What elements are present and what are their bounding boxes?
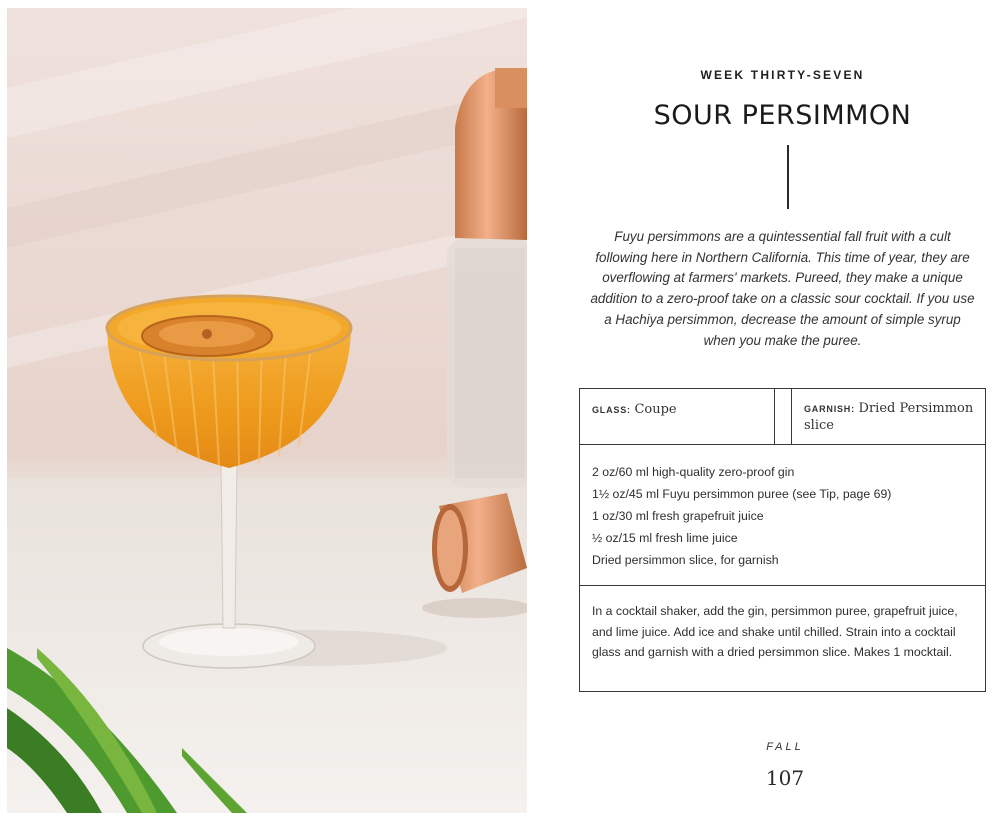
recipe-box — [579, 388, 986, 692]
season-label: FALL — [766, 741, 804, 753]
garnish-cell — [804, 400, 974, 433]
week-label: WEEK THIRTY-SEVEN — [700, 68, 865, 82]
vertical-divider — [787, 145, 789, 209]
ingredient-item: ½ oz/15 ml fresh lime juice — [592, 531, 738, 545]
cocktail-shaker — [447, 68, 527, 488]
garnish-value: Dried Persimmon slice — [804, 401, 974, 433]
recipe-meta-row — [580, 389, 985, 445]
cell-divider — [774, 389, 792, 445]
recipe-method: In a cocktail shaker, add the gin, persimmon puree, grapefruit juice, and lime juice. Add ice and shake until chilled. Strain into a cocktail glass and garnish with a dried persimmon slice. Makes 1 mocktail. — [592, 604, 958, 659]
recipe-intro: Fuyu persimmons are a quintessential fall fruit with a cult following here in Northern California. This time of year, they are overflowing at farmers' markets. Pureed, they make a unique addition to a zero-proof take on a classic sour cocktail. If you use a Hachiya persimmon, decrease the amount of simple syrup when you make the puree. — [590, 229, 975, 348]
garnish-label: GARNISH: — [804, 404, 855, 414]
glass-value: Coupe — [634, 402, 677, 417]
page-number: 107 — [765, 766, 805, 790]
glass-label: GLASS: — [592, 405, 631, 415]
ingredient-item: 1½ oz/45 ml Fuyu persimmon puree (see Tip, page 69) — [592, 487, 892, 501]
ingredient-item: 1 oz/30 ml fresh grapefruit juice — [592, 509, 764, 523]
section-divider — [580, 585, 985, 586]
cocktail-photo — [7, 8, 527, 813]
glass-cell — [592, 401, 677, 417]
ingredient-list — [592, 461, 977, 571]
ingredient-item: Dried persimmon slice, for garnish — [592, 553, 779, 567]
recipe-title: SOUR PERSIMMON — [653, 100, 912, 131]
ingredient-item: 2 oz/60 ml high-quality zero-proof gin — [592, 465, 795, 479]
